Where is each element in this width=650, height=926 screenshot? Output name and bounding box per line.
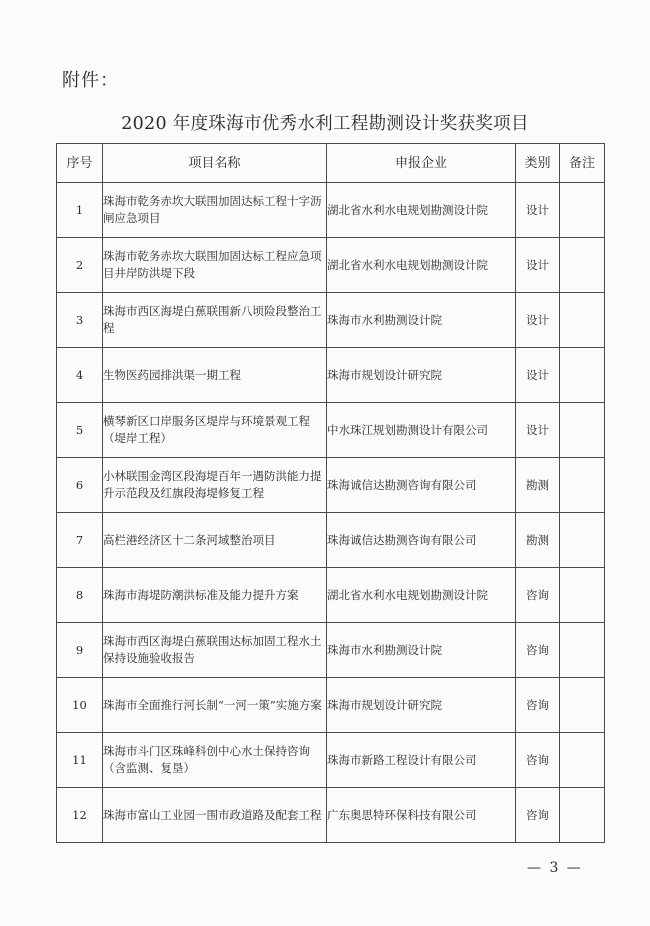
attachment-label: 附件： [62,70,119,91]
applicant-company-cell: 珠海诚信达勘测咨询有限公司 [327,513,516,568]
awards-table [56,143,605,843]
applicant-company-cell: 珠海市新路工程设计有限公司 [327,733,516,788]
table-row [57,348,605,403]
applicant-company-cell: 珠海市规划设计研究院 [327,348,516,403]
note-cell [560,568,605,623]
note-cell [560,513,605,568]
row-number-cell: 7 [57,513,103,568]
table-row [57,678,605,733]
category-cell: 咨询 [516,678,560,733]
project-name-cell: 珠海市全面推行河长制“一河一策”实施方案 [103,678,327,733]
project-name-cell: 生物医药园排洪渠一期工程 [103,348,327,403]
table-header-row [57,144,605,183]
applicant-company-cell: 湖北省水利水电规划勘测设计院 [327,568,516,623]
header-note: 备注 [560,144,605,183]
applicant-company-cell: 珠海诚信达勘测咨询有限公司 [327,458,516,513]
table-body [57,183,605,843]
applicant-company-cell: 珠海市水利勘测设计院 [327,623,516,678]
applicant-company-cell: 湖北省水利水电规划勘测设计院 [327,238,516,293]
project-name-cell: 珠海市海堤防潮洪标准及能力提升方案 [103,568,327,623]
row-number-cell: 3 [57,293,103,348]
row-number-cell: 5 [57,403,103,458]
header-no: 序号 [57,144,103,183]
category-cell: 咨询 [516,733,560,788]
applicant-company-cell: 中水珠江规划勘测设计有限公司 [327,403,516,458]
note-cell [560,623,605,678]
row-number-cell: 4 [57,348,103,403]
note-cell [560,238,605,293]
table-row [57,568,605,623]
project-name-cell: 珠海市乾务赤坎大联围加固达标工程应急项目井岸防洪堤下段 [103,238,327,293]
project-name-cell: 横琴新区口岸服务区堤岸与环境景观工程（堤岸工程） [103,403,327,458]
table-row [57,238,605,293]
note-cell [560,183,605,238]
table-row [57,403,605,458]
applicant-company-cell: 湖北省水利水电规划勘测设计院 [327,183,516,238]
category-cell: 勘测 [516,513,560,568]
project-name-cell: 珠海市斗门区珠峰科创中心水土保持咨询（含监测、复垦） [103,733,327,788]
category-cell: 设计 [516,293,560,348]
note-cell [560,403,605,458]
row-number-cell: 9 [57,623,103,678]
project-name-cell: 珠海市乾务赤坎大联围加固达标工程十字沥闸应急项目 [103,183,327,238]
category-cell: 设计 [516,403,560,458]
table-row [57,183,605,238]
row-number-cell: 8 [57,568,103,623]
applicant-company-cell: 珠海市规划设计研究院 [327,678,516,733]
note-cell [560,733,605,788]
project-name-cell: 高栏港经济区十二条河域整治项目 [103,513,327,568]
header-category: 类别 [516,144,560,183]
row-number-cell: 2 [57,238,103,293]
category-cell: 设计 [516,183,560,238]
category-cell: 设计 [516,238,560,293]
row-number-cell: 11 [57,733,103,788]
note-cell [560,458,605,513]
table-row [57,293,605,348]
row-number-cell: 1 [57,183,103,238]
table-row [57,458,605,513]
project-name-cell: 珠海市西区海堤白蕉联围新八顷险段整治工程 [103,293,327,348]
project-name-cell: 珠海市西区海堤白蕉联围达标加固工程水土保持设施验收报告 [103,623,327,678]
table-row [57,513,605,568]
row-number-cell: 6 [57,458,103,513]
note-cell [560,678,605,733]
note-cell [560,293,605,348]
category-cell: 咨询 [516,623,560,678]
category-cell: 勘测 [516,458,560,513]
project-name-cell: 小林联围金湾区段海堤百年一遇防洪能力提升示范段及红旗段海堤修复工程 [103,458,327,513]
header-project-name: 项目名称 [103,144,327,183]
table-row [57,623,605,678]
category-cell: 咨询 [516,568,560,623]
document-title: 2020 年度珠海市优秀水利工程勘测设计奖获奖项目 [121,114,529,134]
table-row [57,788,605,843]
row-number-cell: 12 [57,788,103,843]
page-number: — 3 — [527,860,583,876]
category-cell: 设计 [516,348,560,403]
header-applicant: 申报企业 [327,144,516,183]
table-row [57,733,605,788]
note-cell [560,348,605,403]
project-name-cell: 珠海市富山工业园一围市政道路及配套工程 [103,788,327,843]
category-cell: 咨询 [516,788,560,843]
applicant-company-cell: 珠海市水利勘测设计院 [327,293,516,348]
row-number-cell: 10 [57,678,103,733]
note-cell [560,788,605,843]
applicant-company-cell: 广东奥思特环保科技有限公司 [327,788,516,843]
